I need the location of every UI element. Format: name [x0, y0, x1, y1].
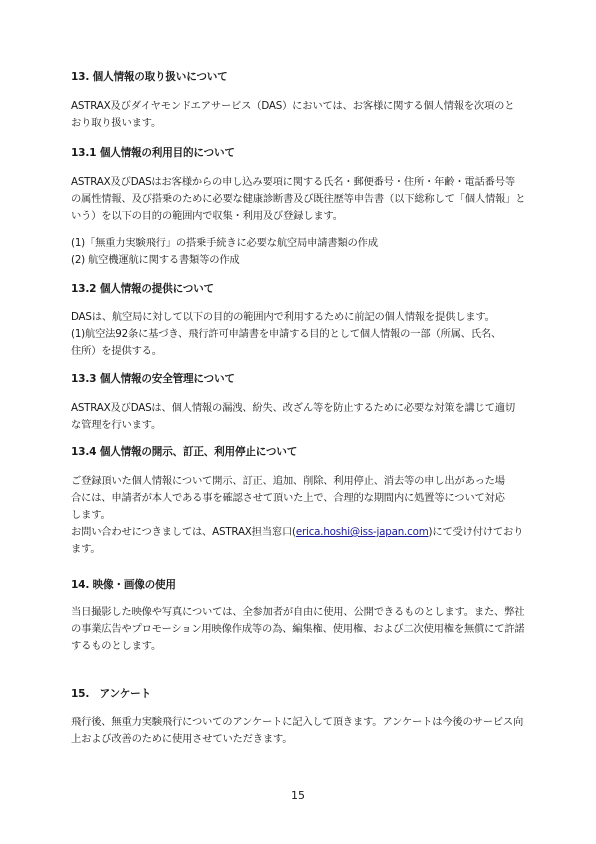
heading-13-2: 13.2 個人情報の提供について	[71, 283, 214, 295]
contact-email-link[interactable]: erica.hoshi@iss-japan.com	[295, 526, 429, 538]
list-13-1	[71, 235, 531, 269]
heading-13-4: 13.4 個人情報の開示、訂正、利用停止について	[71, 446, 298, 458]
heading-14: 14. 映像・画像の使用	[71, 579, 176, 591]
contact-prefix: お問い合わせにつきましては、ASTRAX担当窓口(	[71, 526, 296, 538]
text-line: の属性情報、及び搭乗のために必要な健康診断書及び既往歴等申告書（以下総称して「個人情報」と	[71, 193, 526, 205]
heading-13-1: 13.1 個人情報の利用目的について	[71, 147, 235, 159]
paragraph-14	[71, 604, 531, 655]
text-line: ご登録頂いた個人情報について開示、訂正、追加、削除、利用停止、消去等の申し出があった場	[71, 475, 505, 487]
text-line: します。	[71, 509, 111, 521]
heading-13-3: 13.3 個人情報の安全管理について	[71, 373, 235, 385]
text-line: 当日撮影した映像や写真については、全参加者が自由に使用、公開できるものとします。また、弊社	[71, 606, 525, 618]
text-line: の事業広告やプロモーション用映像作成等の為、編集権、使用権、および二次使用権を無償にて許諾	[71, 623, 525, 635]
paragraph-13-4	[71, 473, 531, 558]
paragraph-13	[71, 98, 531, 132]
page-number: 15	[291, 789, 305, 802]
text-line: (1)航空法92条に基づき、飛行許可申請書を申請する目的として個人情報の一部（所属、氏名、	[71, 328, 502, 340]
text-line: ASTRAX及びDASは、個人情報の漏洩、紛失、改ざん等を防止するために必要な対策を講じて適切	[71, 402, 515, 414]
text-line: ます。	[71, 543, 101, 555]
text-line: 上および改善のために使用させていただきます。	[71, 733, 293, 745]
paragraph-15	[71, 714, 531, 748]
list-item: (2) 航空機運航に関する書類等の作成	[71, 254, 240, 266]
text-line: するものとします。	[71, 640, 162, 652]
paragraph-13-3	[71, 400, 531, 434]
heading-15: 15. アンケート	[71, 688, 151, 700]
text-line: ASTRAX及びダイヤモンドエアサービス（DAS）においては、お客様に関する個人情報を次項のと	[71, 100, 515, 112]
text-line: いう）を以下の目的の範囲内で収集・利用及び登録します。	[71, 210, 343, 222]
contact-suffix: )にて受け付けており	[428, 526, 524, 538]
text-line: おり取り扱います。	[71, 117, 162, 129]
text-line: DASは、航空局に対して以下の目的の範囲内で利用するために前記の個人情報を提供します。	[71, 311, 495, 323]
heading-13: 13. 個人情報の取り扱いについて	[71, 71, 228, 83]
text-line: 飛行後、無重力実験飛行についてのアンケートに記入して頂きます。アンケートは今後のサービス向	[71, 716, 524, 728]
paragraph-13-2	[71, 309, 531, 360]
text-line: 合には、申請者が本人である事を確認させて頂いた上で、合理的な期間内に処置等について対応	[71, 492, 505, 504]
text-line: 住所）を提供する。	[71, 345, 162, 357]
text-line: な管理を行います。	[71, 419, 162, 431]
list-item: (1)「無重力実験飛行」の搭乗手続きに必要な航空局申請書類の作成	[71, 237, 378, 249]
contact-line	[71, 524, 531, 541]
paragraph-13-1	[71, 174, 531, 225]
text-line: ASTRAX及びDASはお客様からの申し込み要項に関する氏名・郵便番号・住所・年齢・電話番号等	[71, 176, 515, 188]
